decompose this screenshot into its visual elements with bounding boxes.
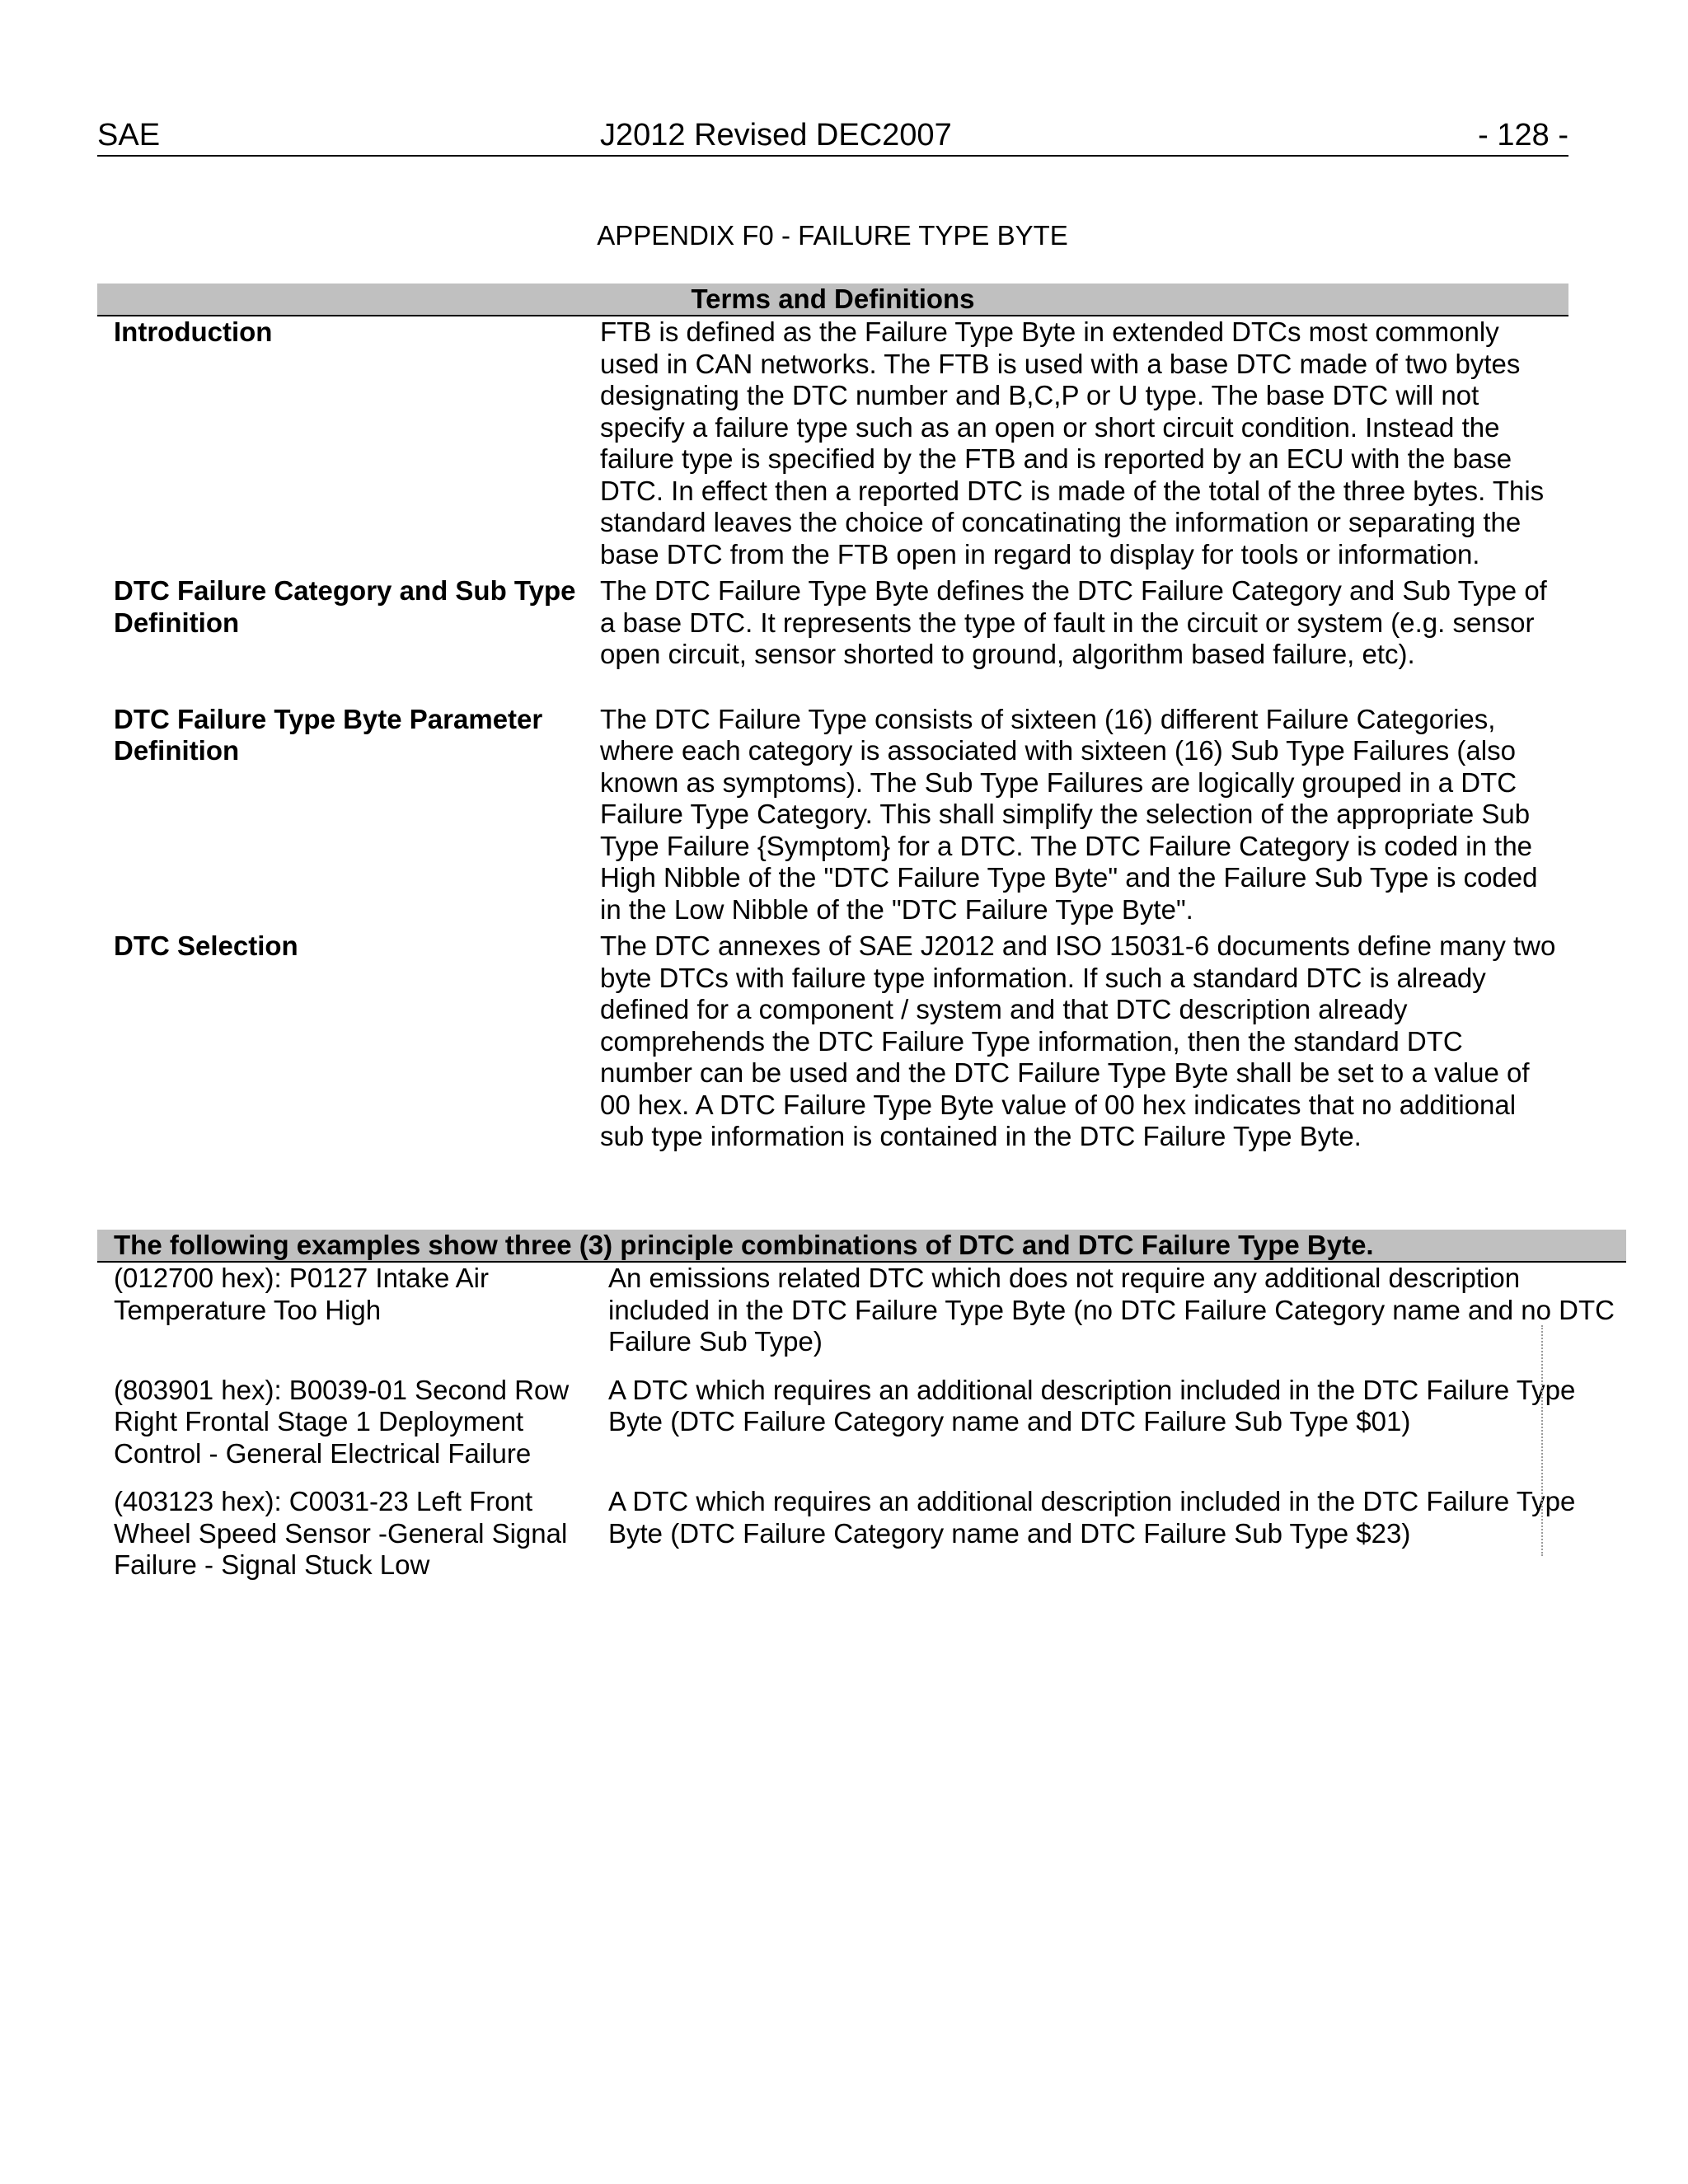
terms-definitions-heading: Terms and Definitions <box>97 284 1568 316</box>
definition-text: The DTC Failure Type Byte defines the DTC Failure Category and Sub Type of a base DTC. It represents the type of fault in the circuit or system (e.g. sensor open circuit, sensor shorted to ground, algorithm based failure, etc). <box>600 575 1547 669</box>
definition-term: DTC Failure Category and Sub Type Definition <box>114 575 576 638</box>
appendix-title: APPENDIX F0 - FAILURE TYPE BYTE <box>597 220 1068 251</box>
example-row <box>97 1375 1626 1470</box>
definition-text: FTB is defined as the Failure Type Byte in extended DTCs most commonly used in CAN networks. The FTB is used with a base DTC made of two bytes designating the DTC number and B,C,P or U type. The base DTC will not specify a failure type such as an open or short circuit condition. Instead the failure type is specified by the FTB and is reported by an ECU with the base DTC. In effect then a reported DTC is made of the total of the three bytes. This standard leaves the choice of concatinating the information or separating the base DTC from the FTB open in regard to display for tools or information. <box>600 316 1545 569</box>
page-header <box>97 115 1568 157</box>
examples-heading: The following examples show three (3) principle combinations of DTC and DTC Failure Type Byte. <box>97 1230 1626 1263</box>
definition-text: The DTC annexes of SAE J2012 and ISO 15031-6 documents define many two byte DTCs with failure type information. If such a standard DTC is already defined for a component / system and that DTC description already comprehends the DTC Failure Type information, then the standard DTC number can be used and the DTC Failure Type Byte shall be set to a value of 00 hex. A DTC Failure Type Byte value of 00 hex indicates that no additional sub type information is contained in the DTC Failure Type Byte. <box>600 930 1556 1151</box>
header-org: SAE <box>97 118 161 152</box>
example-row <box>97 1486 1626 1582</box>
definition-term: DTC Selection <box>114 930 298 961</box>
examples-table <box>97 1230 1626 1582</box>
example-description: A DTC which requires an additional description included in the DTC Failure Type Byte (DTC Failure Category name and DTC Failure Sub Type $23) <box>608 1486 1576 1549</box>
definition-text: The DTC Failure Type consists of sixteen (16) different Failure Categories, where each category is associated with sixteen (16) Sub Type Failures (also known as symptoms). The Sub Type Failures are logically grouped in a DTC Failure Type Category. This shall simplify the selection of the appropriate Sub Type Failure {Symptom} for a DTC. The DTC Failure Category is coded in the High Nibble of the "DTC Failure Type Byte" and the Failure Sub Type is coded in the Low Nibble of the "DTC Failure Type Byte". <box>600 703 1538 925</box>
definition-row-introduction <box>97 316 1568 570</box>
example-description: A DTC which requires an additional description included in the DTC Failure Type Byte (DTC Failure Category name and DTC Failure Sub Type $01) <box>608 1374 1576 1436</box>
definition-row-failure-category <box>97 575 1568 671</box>
header-page-number: - 128 - <box>1478 118 1568 152</box>
example-description: An emissions related DTC which does not require any additional description included in the DTC Failure Type Byte (no DTC Failure Category name and no DTC Failure Sub Type) <box>608 1263 1615 1357</box>
definition-term: DTC Failure Type Byte Parameter Definition <box>114 703 543 766</box>
definition-row-ftb-parameter <box>97 704 1568 926</box>
example-row <box>97 1263 1626 1358</box>
scan-artifact-dotted-line <box>1541 1325 1543 1556</box>
header-document-id: J2012 Revised DEC2007 <box>600 118 952 152</box>
definition-term: Introduction <box>114 316 273 347</box>
example-dtc: (803901 hex): B0039-01 Second Row Right Frontal Stage 1 Deployment Control - General Electrical Failure <box>114 1374 570 1469</box>
terms-definitions-table <box>97 284 1568 1153</box>
example-dtc: (012700 hex): P0127 Intake Air Temperature Too High <box>114 1263 489 1325</box>
example-dtc: (403123 hex): C0031-23 Left Front Wheel Speed Sensor -General Signal Failure - Signal Stuck Low <box>114 1486 568 1580</box>
definition-row-dtc-selection <box>97 930 1568 1153</box>
